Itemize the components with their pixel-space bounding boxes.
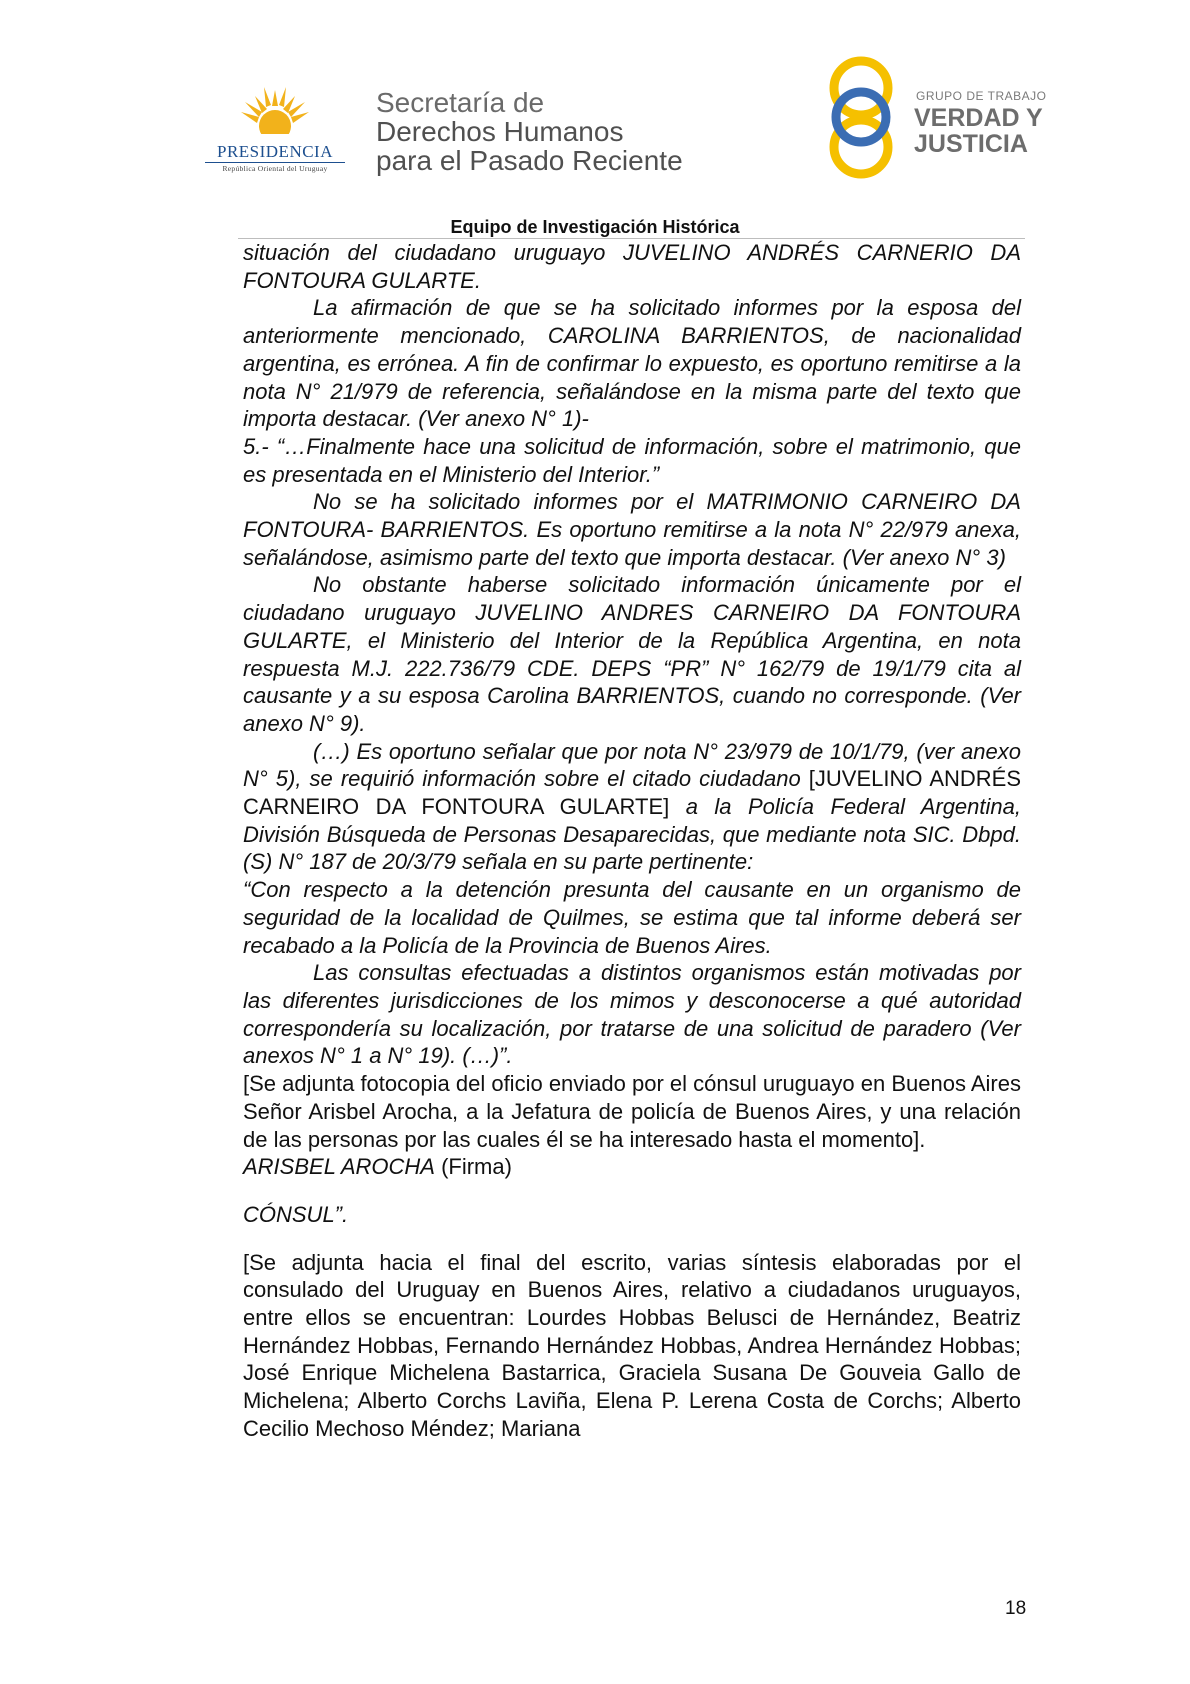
paragraph-5: No obstante haberse solicitado información únicamente por el ciudadano uruguayo JUVELINO ANDRES CARNEIRO DA FONTOURA GULARTE, el Ministerio del Interior de la República Argentina, en nota respuesta M.J. 222.736/79 CDE. DEPS “PR” N° 162/79 de 19/1/79 cita al causante y a su esposa Carolina BARRIENTOS, cuando no corresponde. (Ver anexo N° 9).: [243, 572, 1021, 736]
presidencia-logo: [195, 82, 355, 182]
sun-icon: [235, 82, 315, 144]
presidencia-rule: [205, 162, 345, 163]
paragraph-12: [Se adjunta hacia el final del escrito, varias síntesis elaboradas por el consulado del Uruguay en Buenos Aires, relativo a ciudadanos uruguayos, entre ellos se encuentran: Lourdes Hobbas Belusci de Hernández, Beatriz Hernández Hobbas, Fernando Hernández Hobbas, Andrea Hernández Hobbas; José Enrique Michelena Bastarrica, Graciela Susana De Gouveia Gallo de Michelena; Alberto Corchs Laviña, Elena P. Lerena Costa de Corchs; Alberto Cecilio Mechoso Méndez; Mariana: [243, 1249, 1021, 1441]
spacer: [243, 1181, 1021, 1201]
signer-name: ARISBEL AROCHA: [243, 1154, 435, 1180]
signer-title: CÓNSUL”.: [243, 1201, 349, 1227]
paragraph-6-part-c: a la Policía Federal Argentina, División Búsqueda de Personas Desaparecidas, que mediante nota SIC. Dbpd. (S) N° 187 de 20/3/79 señala en su parte pertinente:: [243, 794, 1021, 875]
verdad-justicia-logo: [820, 55, 1047, 185]
signature-line: [243, 1153, 1021, 1181]
paragraph-6: [243, 738, 1021, 877]
paragraph-8: Las consultas efectuadas a distintos organismos están motivadas por las diferentes jurisdicciones de los mimos y desconocerse a qué autoridad correspondería su localización, por tratarse de una solicitud de paradero (Ver anexos N° 1 a N° 19). (…)”.: [243, 960, 1021, 1069]
document-body: [243, 239, 1021, 1443]
linked-rings-icon: [820, 55, 902, 180]
grupo-line-2: VERDAD Y: [914, 104, 1043, 132]
paragraph-6-bracket: [JUVELINO ANDRÉS CARNEIRO DA FONTOURA GULARTE]: [243, 766, 1022, 820]
secretaria-line-1: Secretaría de: [376, 87, 545, 118]
paragraph-4: No se ha solicitado informes por el MATRIMONIO CARNEIRO DA FONTOURA- BARRIENTOS. Es oportuno remitirse a la nota N° 22/979 anexa, señalándose, asimismo parte del texto que importa destacar. (Ver anexo N° 3): [243, 489, 1021, 570]
presidencia-subtitle: República Oriental del Uruguay: [222, 164, 328, 173]
paragraph-9: [Se adjunta fotocopia del oficio enviado por el cónsul uruguayo en Buenos Aires Señor Arisbel Arocha, a la Jefatura de policía de Buenos Aires, y una relación de las personas por las cuales él se ha interesado hasta el momento].: [243, 1071, 1021, 1152]
presidencia-name: PRESIDENCIA: [216, 142, 333, 161]
paragraph-1: situación del ciudadano uruguayo JUVELINO ANDRÉS CARNERIO DA FONTOURA GULARTE.: [243, 240, 1021, 293]
paragraph-2: La afirmación de que se ha solicitado informes por la esposa del anteriormente mencionado, CAROLINA BARRIENTOS, de nacionalidad argentina, es errónea. A fin de confirmar lo expuesto, es oportuno remitirse a la nota N° 21/979 de referencia, señalándose en la misma parte del texto que importa destacar. (Ver anexo N° 1)-: [243, 295, 1021, 432]
paragraph-6-part-a: (…) Es oportuno señalar que por nota N° 23/979 de 10/1/79, (ver anexo N° 5), se requirió información sobre el citado ciudadano: [243, 738, 1021, 792]
page-number: 18: [1005, 1598, 1027, 1619]
paragraph-3: 5.- “…Finalmente hace una solicitud de información, sobre el matrimonio, que es presentada en el Ministerio del Interior.”: [243, 433, 1021, 487]
team-title: Equipo de Investigación Histórica: [450, 217, 740, 237]
grupo-line-3: JUSTICIA: [914, 130, 1028, 158]
page-header: [0, 0, 1190, 235]
signature-note: (Firma): [434, 1154, 512, 1180]
spacer: [243, 1229, 1021, 1249]
grupo-line-1: GRUPO DE TRABAJO: [916, 89, 1047, 103]
paragraph-7: “Con respecto a la detención presunta del causante en un organismo de seguridad de la localidad de Quilmes, se estima que tal informe deberá ser recabado a la Policía de la Provincia de Buenos Aires.: [243, 877, 1021, 958]
secretaria-logo-text: [376, 88, 683, 175]
secretaria-line-3: para el Pasado Reciente: [376, 145, 683, 176]
secretaria-line-2: Derechos Humanos: [376, 116, 624, 147]
